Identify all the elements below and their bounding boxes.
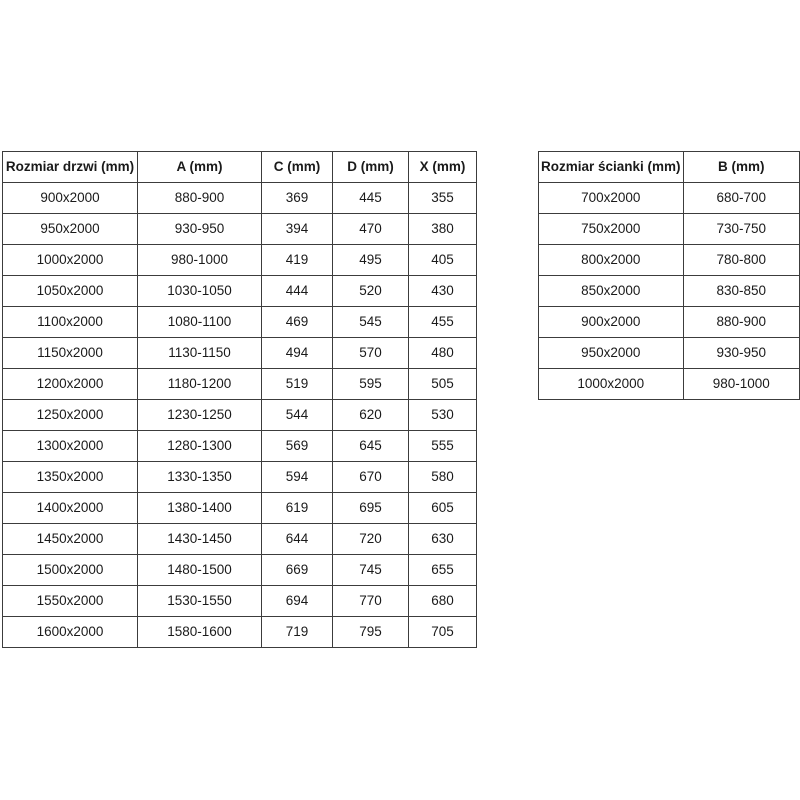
table-cell: 569: [262, 431, 333, 462]
table-cell: 1580-1600: [138, 617, 262, 648]
table-cell: 469: [262, 307, 333, 338]
table-cell: 470: [333, 214, 409, 245]
table-cell: 495: [333, 245, 409, 276]
table-cell: 1450x2000: [3, 524, 138, 555]
table-cell: 695: [333, 493, 409, 524]
table-cell: 530: [409, 400, 477, 431]
table-cell: 419: [262, 245, 333, 276]
table-cell: 619: [262, 493, 333, 524]
table-cell: 545: [333, 307, 409, 338]
table-row: [3, 307, 477, 338]
table-cell: 1080-1100: [138, 307, 262, 338]
table-cell: 544: [262, 400, 333, 431]
table-cell: 670: [333, 462, 409, 493]
table-cell: 355: [409, 183, 477, 214]
table-cell: 655: [409, 555, 477, 586]
table-cell: 680-700: [683, 183, 799, 214]
table-row: [3, 586, 477, 617]
table-cell: 950x2000: [3, 214, 138, 245]
table-cell: 430: [409, 276, 477, 307]
table-cell: 980-1000: [138, 245, 262, 276]
door-size-table-header-row: [3, 152, 477, 183]
table-cell: 1500x2000: [3, 555, 138, 586]
table-cell: 1230-1250: [138, 400, 262, 431]
table-cell: 444: [262, 276, 333, 307]
table-row: [3, 183, 477, 214]
column-header: D (mm): [333, 152, 409, 183]
table-row: [3, 276, 477, 307]
table-cell: 900x2000: [539, 307, 684, 338]
table-cell: 455: [409, 307, 477, 338]
table-row: [3, 617, 477, 648]
table-cell: 394: [262, 214, 333, 245]
column-header: Rozmiar drzwi (mm): [3, 152, 138, 183]
table-cell: 520: [333, 276, 409, 307]
table-row: [3, 214, 477, 245]
table-cell: 580: [409, 462, 477, 493]
table-cell: 445: [333, 183, 409, 214]
table-row: [3, 400, 477, 431]
door-size-table: [2, 151, 477, 648]
table-row: [3, 524, 477, 555]
table-cell: 620: [333, 400, 409, 431]
table-row: [539, 214, 800, 245]
table-cell: 770: [333, 586, 409, 617]
table-cell: 519: [262, 369, 333, 400]
table-cell: 1480-1500: [138, 555, 262, 586]
table-cell: 980-1000: [683, 369, 799, 400]
table-row: [539, 338, 800, 369]
table-cell: 730-750: [683, 214, 799, 245]
table-cell: 369: [262, 183, 333, 214]
table-row: [539, 183, 800, 214]
table-cell: 880-900: [683, 307, 799, 338]
table-cell: 1100x2000: [3, 307, 138, 338]
column-header: A (mm): [138, 152, 262, 183]
table-cell: 1150x2000: [3, 338, 138, 369]
table-row: [3, 369, 477, 400]
table-cell: 1430-1450: [138, 524, 262, 555]
table-row: [3, 431, 477, 462]
table-cell: 680: [409, 586, 477, 617]
table-cell: 405: [409, 245, 477, 276]
table-cell: 745: [333, 555, 409, 586]
table-cell: 380: [409, 214, 477, 245]
table-cell: 494: [262, 338, 333, 369]
table-cell: 644: [262, 524, 333, 555]
table-cell: 1200x2000: [3, 369, 138, 400]
table-cell: 595: [333, 369, 409, 400]
table-cell: 605: [409, 493, 477, 524]
table-cell: 694: [262, 586, 333, 617]
table-cell: 505: [409, 369, 477, 400]
column-header: B (mm): [683, 152, 799, 183]
column-header: X (mm): [409, 152, 477, 183]
column-header: Rozmiar ścianki (mm): [539, 152, 684, 183]
table-cell: 750x2000: [539, 214, 684, 245]
table-cell: 900x2000: [3, 183, 138, 214]
table-row: [3, 245, 477, 276]
table-cell: 1330-1350: [138, 462, 262, 493]
table-cell: 930-950: [138, 214, 262, 245]
wall-size-table-header-row: [539, 152, 800, 183]
table-cell: 719: [262, 617, 333, 648]
table-cell: 930-950: [683, 338, 799, 369]
wall-size-table: [538, 151, 800, 400]
table-cell: 630: [409, 524, 477, 555]
table-cell: 800x2000: [539, 245, 684, 276]
table-cell: 570: [333, 338, 409, 369]
table-row: [3, 493, 477, 524]
table-row: [539, 307, 800, 338]
table-cell: 1380-1400: [138, 493, 262, 524]
table-cell: 1130-1150: [138, 338, 262, 369]
table-cell: 669: [262, 555, 333, 586]
table-cell: 880-900: [138, 183, 262, 214]
table-cell: 1350x2000: [3, 462, 138, 493]
table-cell: 1250x2000: [3, 400, 138, 431]
table-cell: 645: [333, 431, 409, 462]
table-row: [539, 276, 800, 307]
table-cell: 705: [409, 617, 477, 648]
table-cell: 700x2000: [539, 183, 684, 214]
table-cell: 1030-1050: [138, 276, 262, 307]
table-cell: 1000x2000: [3, 245, 138, 276]
table-row: [3, 338, 477, 369]
table-cell: 780-800: [683, 245, 799, 276]
table-cell: 1050x2000: [3, 276, 138, 307]
table-cell: 480: [409, 338, 477, 369]
table-cell: 830-850: [683, 276, 799, 307]
table-cell: 1400x2000: [3, 493, 138, 524]
table-cell: 1280-1300: [138, 431, 262, 462]
table-row: [539, 245, 800, 276]
table-cell: 1300x2000: [3, 431, 138, 462]
table-cell: 1600x2000: [3, 617, 138, 648]
table-row: [3, 462, 477, 493]
table-cell: 1000x2000: [539, 369, 684, 400]
table-cell: 555: [409, 431, 477, 462]
table-cell: 795: [333, 617, 409, 648]
table-cell: 1550x2000: [3, 586, 138, 617]
table-row: [539, 369, 800, 400]
table-cell: 950x2000: [539, 338, 684, 369]
table-cell: 1530-1550: [138, 586, 262, 617]
table-cell: 1180-1200: [138, 369, 262, 400]
column-header: C (mm): [262, 152, 333, 183]
table-row: [3, 555, 477, 586]
table-cell: 594: [262, 462, 333, 493]
table-cell: 850x2000: [539, 276, 684, 307]
table-cell: 720: [333, 524, 409, 555]
